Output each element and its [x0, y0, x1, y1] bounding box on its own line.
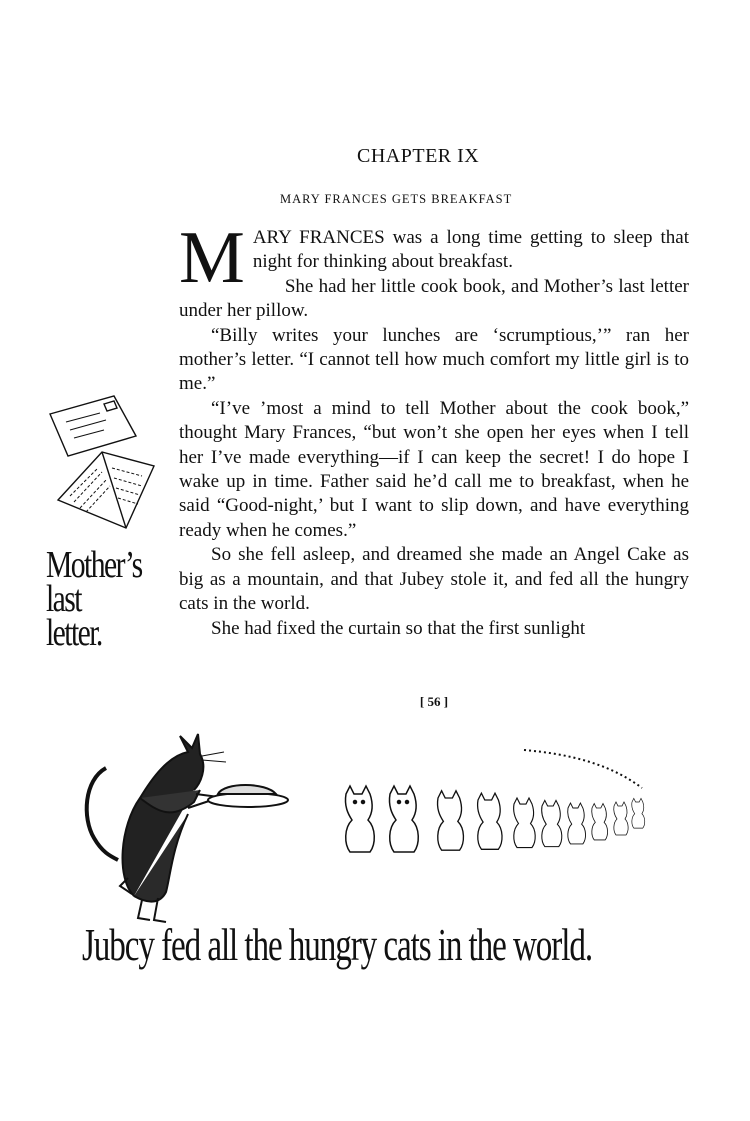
body-text [179, 217, 689, 641]
cat-with-plate-icon [76, 728, 292, 928]
paragraph-5: So she fell asleep, and dreamed she made an Angel Cake as big as a mountain, and that Jubey stole it, and fed all the hungry cats in the world. [179, 544, 689, 615]
letter-envelope-icon [44, 392, 164, 542]
page-number: [ 56 ] [419, 694, 449, 709]
side-caption-line-2: last [46, 578, 81, 620]
side-caption-line-1: Mother’s [46, 544, 142, 586]
chapter-subtitle: MARY FRANCES GETS BREAKFAST [280, 192, 513, 206]
side-caption [46, 544, 147, 654]
paragraph-3: “Billy writes your lunches are ‘scrumptious,’” ran her mother’s letter. “I cannot tell how much comfort my little girl is to me.” [179, 324, 689, 395]
paragraph-1-text: ARY FRANCES was a long time getting to sleep that night for thinking about breakfast. [252, 227, 689, 273]
drop-cap: M [179, 217, 245, 299]
bottom-caption: Jubcy fed all the hungry cats in the world. [82, 919, 593, 970]
chapter-heading: CHAPTER IX [357, 145, 480, 167]
paragraph-6: She had fixed the curtain so that the first sunlight [211, 617, 586, 639]
paragraph-4: “I’ve ’most a mind to tell Mother about the cook book,” thought Mary Frances, “but won’t she open her eyes when I tell her I’ve made everything—if I can keep the secret! I do hope I wake up in time. Father said he’d call me to breakfast, when he said “Good-night,’ but I want to slip down, and have everything ready when he comes.” [179, 397, 689, 541]
side-caption-line-3: letter. [46, 612, 102, 654]
paragraph-2: She had her little cook book, and Mother’s last letter under her pillow. [179, 275, 689, 322]
row-of-cats-icon [330, 744, 660, 860]
